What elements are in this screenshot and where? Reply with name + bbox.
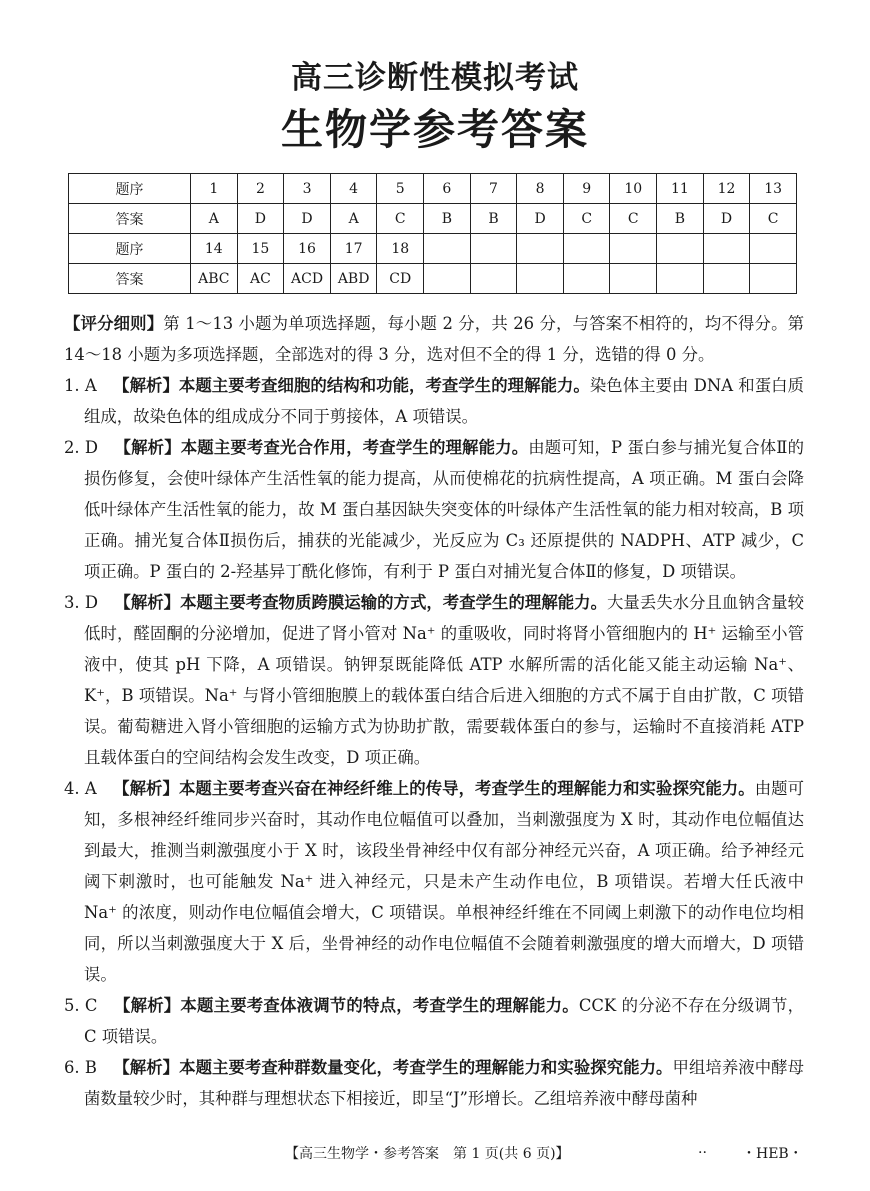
explanation-item bbox=[64, 773, 804, 990]
explanation-text: 染色体主要由 DNA 和蛋白质组成，故染色体的组成成分不同于剪接体，A 项错误。 bbox=[84, 376, 804, 426]
answer-table-cell: 16 bbox=[284, 234, 331, 264]
answer-table-cell bbox=[750, 234, 797, 264]
explanation-text: 大量丢失水分且血钠含量较低时，醛固酮的分泌增加，促进了肾小管对 Na⁺ 的重吸收，同时将肾小管细胞内的 H⁺ 运输至小管液中，使其 pH 下降，A 项错误。钠钾泵既能降低 ATP 水解所需的活化能又能主动运输 Na⁺、K⁺，B 项错误。Na⁺ 与肾小管细胞膜上的载体蛋白结合后进入细胞的方式不属于自由扩散，C 项错误。葡萄糖进入肾小管细胞的运输方式为协助扩散，需要载体蛋白的参与，运输时不直接消耗 ATP 且载体蛋白的空间结构会发生改变，D 项正确。 bbox=[84, 593, 805, 767]
answer-table-cell: 14 bbox=[191, 234, 238, 264]
answer-table-row bbox=[69, 174, 797, 204]
answer-table-cell: ABD bbox=[330, 264, 377, 294]
answer-table-row-header: 题序 bbox=[69, 174, 191, 204]
answer-table-cell: ABC bbox=[191, 264, 238, 294]
answer-table-cell: 18 bbox=[377, 234, 424, 264]
answer-table-cell bbox=[470, 234, 517, 264]
answer-table-cell: 2 bbox=[237, 174, 284, 204]
answer-table-cell: 8 bbox=[517, 174, 564, 204]
answer-table-cell: ACD bbox=[284, 264, 331, 294]
answer-table-cell bbox=[657, 234, 704, 264]
answer-table-cell bbox=[424, 264, 471, 294]
answer-table-cell: D bbox=[237, 204, 284, 234]
answer-table-cell: D bbox=[517, 204, 564, 234]
answer-table-cell bbox=[470, 264, 517, 294]
answer-table-cell: 6 bbox=[424, 174, 471, 204]
answer-table-cell bbox=[610, 264, 657, 294]
answer-table-cell: 3 bbox=[284, 174, 331, 204]
answer-table-cell: 1 bbox=[191, 174, 238, 204]
question-number-answer: 6. B bbox=[64, 1058, 97, 1077]
question-number-answer: 4. A bbox=[64, 779, 97, 798]
answer-table bbox=[68, 173, 797, 294]
explanation-item bbox=[64, 432, 804, 587]
answer-table-cell: CD bbox=[377, 264, 424, 294]
scoring-rules-lead: 【评分细则】 bbox=[64, 314, 164, 333]
answer-table-cell: 12 bbox=[703, 174, 750, 204]
explanation-heading: 【解析】本题主要考查光合作用，考查学生的理解能力。 bbox=[114, 438, 529, 457]
answer-table-cell bbox=[424, 234, 471, 264]
explanation-list bbox=[64, 370, 804, 1114]
answer-table-cell: C bbox=[610, 204, 657, 234]
answer-table-cell: 17 bbox=[330, 234, 377, 264]
answer-table-cell: 13 bbox=[750, 174, 797, 204]
explanation-text: 由题可知，多根神经纤维同步兴奋时，其动作电位幅值可以叠加，当刺激强度为 X 时，其动作电位幅值达到最大，推测当刺激强度小于 X 时，该段坐骨神经中仅有部分神经元兴奋，A 项正确。给予神经元阈下刺激时，也可能触发 Na⁺ 进入神经元，只是未产生动作电位，B 项错误。若增大任氏液中 Na⁺ 的浓度，则动作电位幅值会增大，C 项错误。单根神经纤维在不同阈上刺激下的动作电位均相同，所以当刺激强度大于 X 后，坐骨神经的动作电位幅值不会随着刺激强度的增大而增大，D 项错误。 bbox=[84, 779, 805, 984]
answer-table-cell: 15 bbox=[237, 234, 284, 264]
answer-table-cell: B bbox=[424, 204, 471, 234]
explanation-heading: 【解析】本题主要考查种群数量变化，考查学生的理解能力和实验探究能力。 bbox=[113, 1058, 673, 1077]
answer-table-cell bbox=[657, 264, 704, 294]
answer-table-cell bbox=[610, 234, 657, 264]
answer-table-cell: C bbox=[750, 204, 797, 234]
answer-table-cell bbox=[563, 264, 610, 294]
answer-table-cell: B bbox=[657, 204, 704, 234]
answer-table-cell: C bbox=[563, 204, 610, 234]
explanation-heading: 【解析】本题主要考查兴奋在神经纤维上的传导，考查学生的理解能力和实验探究能力。 bbox=[113, 779, 755, 798]
answer-table-cell bbox=[563, 234, 610, 264]
answer-table-cell bbox=[750, 264, 797, 294]
answer-table-cell: D bbox=[284, 204, 331, 234]
explanation-text: CCK 的分泌不存在分级调节，C 项错误。 bbox=[84, 996, 804, 1046]
scoring-rules-text: 第 1～13 小题为单项选择题，每小题 2 分，共 26 分，与答案不相符的，均不得分。第 14～18 小题为多项选择题，全部选对的得 3 分，选对但不全的得 1 分，选错的得 0 分。 bbox=[64, 314, 805, 364]
explanation-text: 由题可知，P 蛋白参与捕光复合体Ⅱ的损伤修复，会使叶绿体产生活性氧的能力提高，从而使棉花的抗病性提高，A 项正确。M 蛋白会降低叶绿体产生活性氧的能力，故 M 蛋白基因缺失突变体的叶绿体产生活性氧的能力相对较高，B 项正确。捕光复合体Ⅱ损伤后，捕获的光能减少，光反应为 C₃ 还原提供的 NADPH、ATP 减少，C 项正确。P 蛋白的 2-羟基异丁酰化修饰，有利于 P 蛋白对捕光复合体Ⅱ的修复，D 项错误。 bbox=[84, 438, 804, 581]
answer-table-row bbox=[69, 264, 797, 294]
answer-table-cell: C bbox=[377, 204, 424, 234]
answer-table-cell bbox=[517, 264, 564, 294]
explanation-heading: 【解析】本题主要考查物质跨膜运输的方式，考查学生的理解能力。 bbox=[114, 593, 607, 612]
scoring-rules bbox=[64, 308, 804, 370]
footer-page-info: 【高三生物学・参考答案 第 1 页(共 6 页)】 bbox=[285, 1146, 570, 1162]
answer-table-cell: 9 bbox=[563, 174, 610, 204]
explanation-item bbox=[64, 370, 804, 432]
explanation-item bbox=[64, 990, 804, 1052]
answer-explanations bbox=[64, 308, 804, 1114]
question-number-answer: 3. D bbox=[64, 593, 98, 612]
answer-table-cell: 5 bbox=[377, 174, 424, 204]
page-subtitle: 生物学参考答案 bbox=[280, 105, 589, 154]
question-number-answer: 5. C bbox=[64, 996, 98, 1015]
answer-table-cell: 11 bbox=[657, 174, 704, 204]
answer-table-cell: AC bbox=[237, 264, 284, 294]
question-number-answer: 1. A bbox=[64, 376, 97, 395]
answer-table-cell: 4 bbox=[330, 174, 377, 204]
answer-table-cell bbox=[703, 234, 750, 264]
explanation-item bbox=[64, 587, 804, 773]
answer-table-cell bbox=[703, 264, 750, 294]
explanation-heading: 【解析】本题主要考查细胞的结构和功能，考查学生的理解能力。 bbox=[113, 376, 590, 395]
answer-table-row-header: 答案 bbox=[69, 204, 191, 234]
explanation-heading: 【解析】本题主要考查体液调节的特点，考查学生的理解能力。 bbox=[113, 996, 579, 1015]
answer-table-cell: 10 bbox=[610, 174, 657, 204]
answer-table-cell: D bbox=[703, 204, 750, 234]
answer-table-cell: 7 bbox=[470, 174, 517, 204]
explanation-item bbox=[64, 1052, 804, 1114]
answer-table-cell: B bbox=[470, 204, 517, 234]
answer-table-cell: A bbox=[191, 204, 238, 234]
answer-table-cell: A bbox=[330, 204, 377, 234]
question-number-answer: 2. D bbox=[64, 438, 98, 457]
answer-table-row-header: 题序 bbox=[69, 234, 191, 264]
footer-code: ・HEB・ bbox=[742, 1146, 803, 1162]
answer-table-cell bbox=[517, 234, 564, 264]
explanation-text: 甲组培养液中酵母菌数量较少时，其种群与理想状态下相接近，即呈“J”形增长。乙组培养液中酵母菌种 bbox=[84, 1058, 805, 1108]
answer-table-row-header: 答案 bbox=[69, 264, 191, 294]
answer-table-row bbox=[69, 204, 797, 234]
answer-table-row bbox=[69, 234, 797, 264]
page-title: 高三诊断性模拟考试 bbox=[291, 60, 579, 96]
footer-dots: .. bbox=[698, 1141, 707, 1157]
